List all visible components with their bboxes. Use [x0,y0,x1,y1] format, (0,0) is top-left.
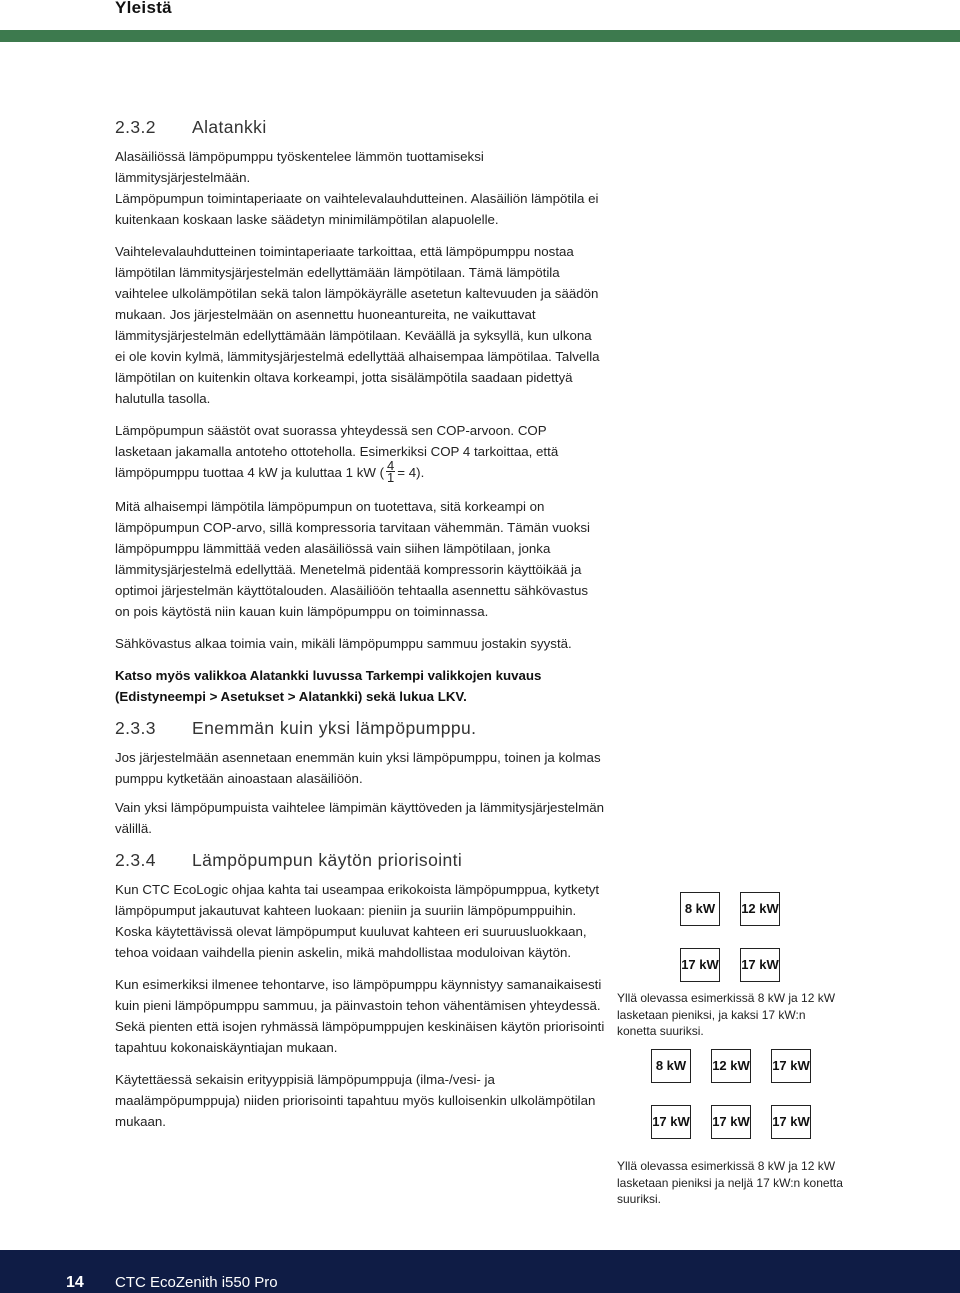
heat-pump-box-large: 17 kW [711,1105,751,1139]
heat-pump-box-small: 12 kW [711,1049,751,1083]
page-number: 14 [66,1274,84,1291]
heat-pump-box-small: 8 kW [651,1049,691,1083]
paragraph: Käytettäessä sekaisin erityyppisiä lämpöpumppuja (ilma-/vesi- ja maalämpöpumppuja) niiden priorisointi tapahtuu myös kulloisenkin ulkolämpötilan mukaan. [115,1072,596,1129]
cop-fraction [386,460,395,483]
heading-text: Lämpöpumpun käytön priorisointi [192,850,463,870]
heading-number: 2.3.2 [115,117,156,137]
paragraph: Mitä alhaisempi lämpötila lämpöpumpun on tuotettava, sitä korkeampi on lämpöpumpun COP-arvo, sillä kompressoria tarvitaan vähemmän. Tämän vuoksi lämpöpumppu lämmittää veden alasäiliössä vain siihen lämpötilaan, jonka lämmitysjärjestelmä edellyttää. Menetelmä pidentää kompressorin käyttöikää ja optimoi järjestelmän käyttötalouden. Alasäiliöön tehtaalla asennettu sähkövastus on pois käytöstä niin kauan kuin lämpöpumppu on toiminnassa. [115,499,590,619]
paragraph: Alasäiliössä lämpöpumppu työskentelee lämmön tuottamiseksi lämmitysjärjestelmään. [115,149,484,185]
paragraph: Kun CTC EcoLogic ohjaa kahta tai useampaa erikokoista lämpöpumppua, kytketyt lämpöpumput jakautuvat kahteen luokaan: pieniin ja suuriin lämpöpumppuihin. Koska käytettävissä olevat lämpöpumput kuuluvat kahteen eri suuruusluokkaan, tehoa voidaan vaihdella pienin askelin, mikä mahdollistaa moduloivan käytön. [115,882,600,960]
paragraph: Jos järjestelmään asennetaan enemmän kuin yksi lämpöpumppu, toinen ja kolmas pumppu kytketään ainoastaan alasäiliöön. [115,750,601,786]
paragraph: Lämpöpumpun toimintaperiaate on vaihtelevalauhdutteinen. Alasäiliön lämpötila ei kuitenkaan koskaan laske säädetyn minimilämpötilan alapuolelle. [115,191,599,227]
paragraph: Kun esimerkiksi ilmenee tehontarve, iso lämpöpumppu käynnistyy samanaikaisesti kuin pieni lämpöpumppu sammuu, ja päinvastoin tehon vähentämisen yhteydessä. Sekä pienten että isojen ryhmässä lämpöpumppujen keskinäisen käytön priorisointi tapahtuu kokonaiskäyntiajan mukaan. [115,977,605,1055]
heat-pump-box-large: 17 kW [740,948,780,982]
heat-pump-box-large: 17 kW [771,1105,811,1139]
paragraph-cop [115,420,605,485]
heat-pump-box-large: 17 kW [680,948,720,982]
paragraph-reference: Katso myös valikkoa Alatankki luvussa Tarkempi valikkojen kuvaus (Edistyneempi > Asetukset > Alatankki) sekä lukua LKV. [115,668,542,704]
heading-2-3-4 [115,849,605,871]
heading-text: Enemmän kuin yksi lämpöpumppu. [192,718,477,738]
paragraph: Vaihtelevalauhdutteinen toimintaperiaate tarkoittaa, että lämpöpumppu nostaa lämpötilan lämmitysjärjestelmän edellyttämään lämpötilaan. Tämä lämpötila vaihtelee ulkolämpötilan sekä talon lämpökäyrälle asetetun kaltevuuden ja säädön mukaan. Jos järjestelmään on asennettu huoneantureita, ne vaikuttavat lämmitysjärjestelmän edellyttämään lämpötilaan. Keväällä ja syksyllä, kun ulkona ei ole kovin kylmä, lämmitysjärjestelmä edellyttää alhaisempaa lämpötilaa. Talvella lämpötilan on kuitenkin oltava korkeampi, jotta sisälämpötila saadaan pidettyä halutulla tasolla. [115,244,600,406]
paragraph: Sähkövastus alkaa toimia vain, mikäli lämpöpumppu sammuu jostakin syystä. [115,636,572,651]
diagram-caption: Yllä olevassa esimerkissä 8 kW ja 12 kW lasketaan pieniksi ja neljä 17 kW:n konetta suuriksi. [617,1159,843,1206]
cop-text: Lämpöpumpun säästöt ovat suorassa yhteydessä sen COP-arvoon. COP lasketaan jakamalla antoteho ottoteholla. Esimerkiksi COP 4 tarkoittaa, että lämpöpumppu tuottaa 4 kW ja kuluttaa 1 kW [115,423,559,481]
heading-text: Alatankki [192,117,267,137]
main-content [115,116,605,1132]
header-bar [0,30,960,42]
heat-pump-box-large: 17 kW [651,1105,691,1139]
fraction-denominator: 1 [387,470,395,485]
heading-2-3-2 [115,116,605,138]
fraction-numerator: 4 [387,458,395,473]
heat-pump-box-small: 8 kW [680,892,720,926]
heat-pump-box-large: 17 kW [771,1049,811,1083]
cop-result: = 4). [397,465,425,481]
heading-number: 2.3.3 [115,718,156,738]
heading-2-3-3 [115,717,605,739]
paragraph: Vain yksi lämpöpumpuista vaihtelee lämpimän käyttöveden ja lämmitysjärjestelmän välillä. [115,800,605,836]
heat-pump-box-small: 12 kW [740,892,780,926]
paren-open: ( [379,465,385,481]
footer-product-title: CTC EcoZenith i550 Pro [115,1274,278,1291]
diagram-caption: Yllä olevassa esimerkissä 8 kW ja 12 kW lasketaan pieniksi, ja kaksi 17 kW:n konetta suuriksi. [617,991,836,1038]
section-header-title: Yleistä [115,0,172,17]
heading-number: 2.3.4 [115,850,156,870]
